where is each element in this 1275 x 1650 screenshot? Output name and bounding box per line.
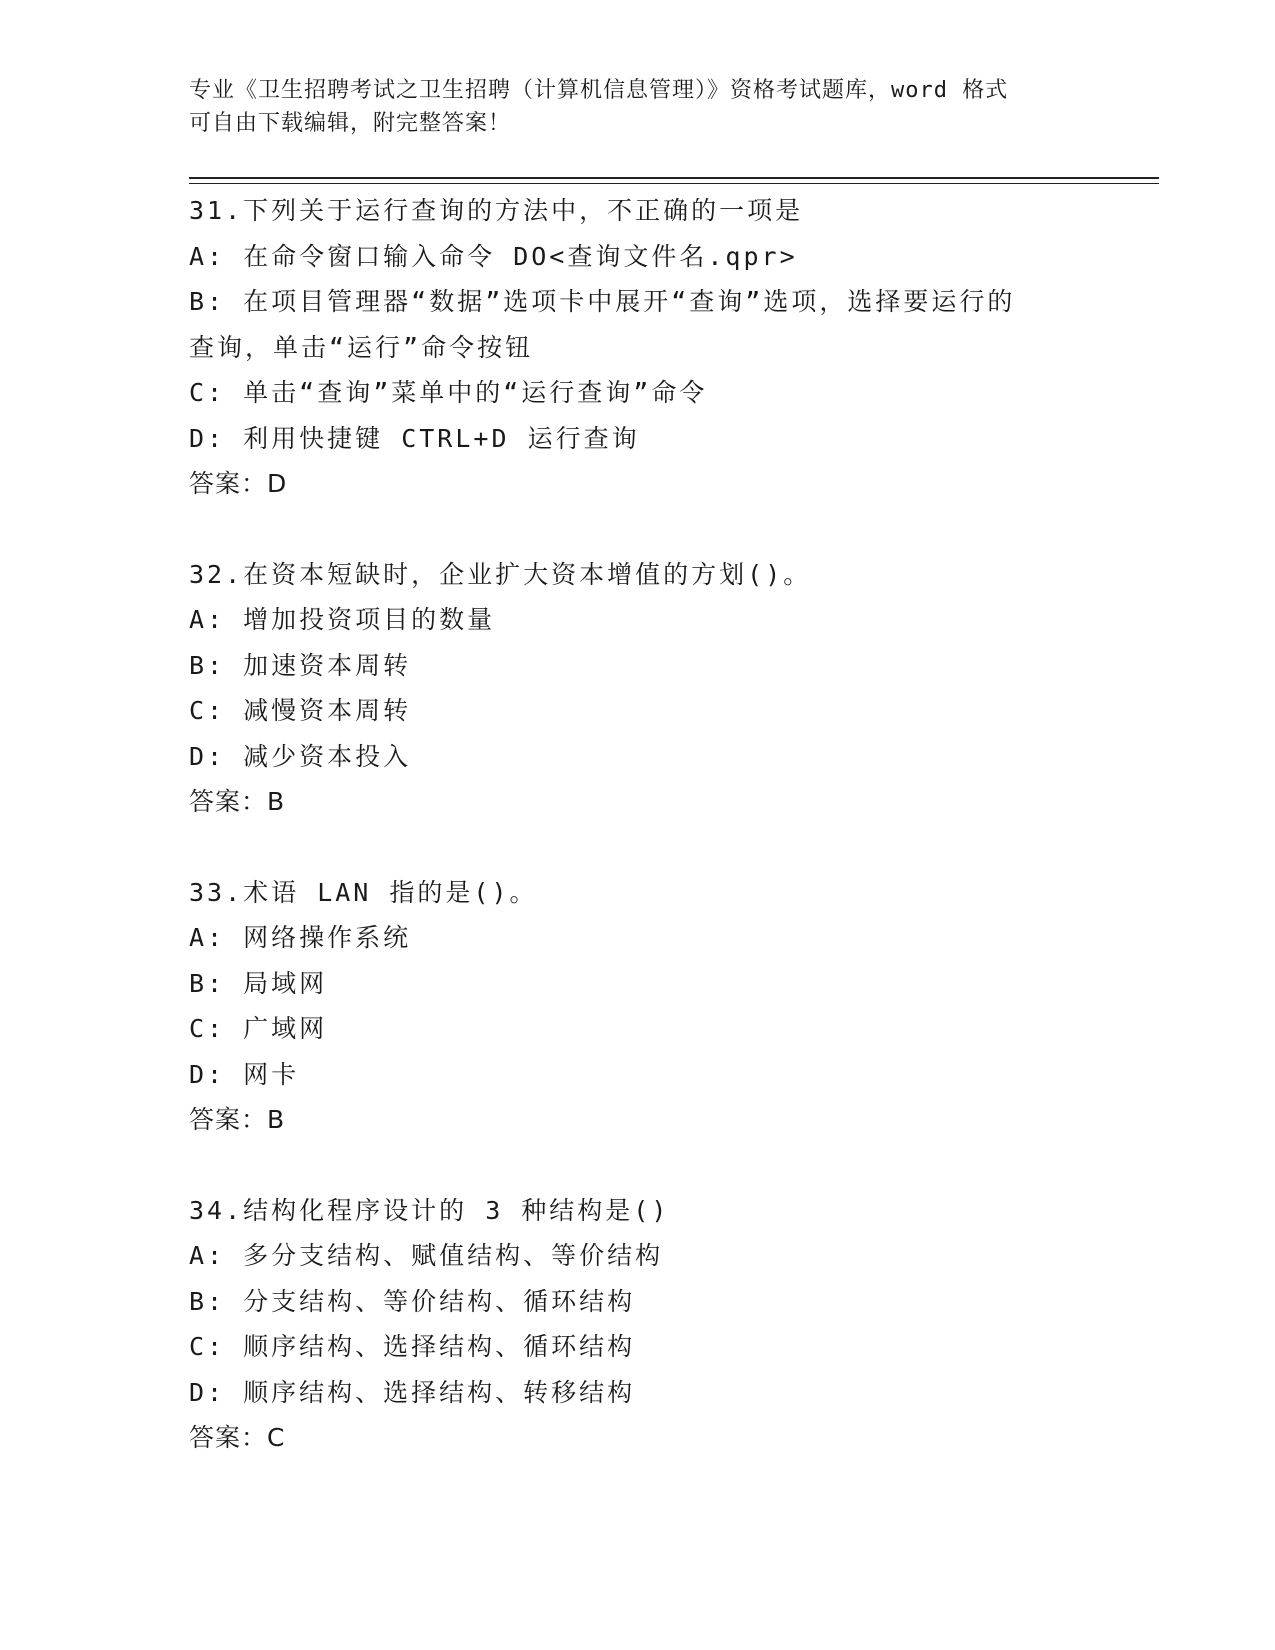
answer-key: 答案：D	[189, 469, 288, 498]
answer-option: 查询，单击“运行”命令按钮	[189, 332, 534, 362]
answer-option: D: 顺序结构、选择结构、转移结构	[189, 1377, 636, 1407]
answer-option: C: 顺序结构、选择结构、循环结构	[189, 1332, 636, 1361]
question-stem: 32.在资本短缺时，企业扩大资本增值的方划()。	[189, 559, 812, 589]
header-divider-thin	[189, 183, 1159, 184]
document-header	[189, 74, 1089, 140]
answer-option: A: 网络操作系统	[189, 923, 412, 952]
answer-option: C: 单击“查询”菜单中的“运行查询”命令	[189, 378, 708, 407]
header-line-2: 可自由下载编辑，附完整答案！	[189, 111, 512, 136]
answer-option: D: 网卡	[189, 1059, 300, 1089]
answer-option: B: 加速资本周转	[189, 650, 412, 680]
header-line-1: 专业《卫生招聘考试之卫生招聘（计算机信息管理）》资格考试题库，word 格式	[189, 78, 1009, 103]
answer-option: B: 在项目管理器“数据”选项卡中展开“查询”选项，选择要运行的	[189, 287, 1016, 316]
answer-option: D: 减少资本投入	[189, 741, 412, 771]
question-block	[189, 188, 1149, 507]
question-list	[189, 188, 1149, 1506]
answer-option: D: 利用快捷键 CTRL+D 运行查询	[189, 423, 640, 453]
question-stem: 34.结构化程序设计的 3 种结构是()	[189, 1195, 670, 1225]
answer-key: 答案：B	[189, 787, 286, 816]
question-block	[189, 870, 1149, 1143]
answer-key: 答案：B	[189, 1105, 286, 1134]
answer-option: B: 分支结构、等价结构、循环结构	[189, 1286, 636, 1316]
question-block	[189, 552, 1149, 825]
answer-option: A: 增加投资项目的数量	[189, 605, 496, 634]
question-stem: 33.术语 LAN 指的是()。	[189, 877, 538, 907]
header-divider-thick	[189, 177, 1159, 179]
answer-option: C: 广域网	[189, 1014, 328, 1043]
answer-key: 答案：C	[189, 1423, 286, 1452]
answer-option: A: 多分支结构、赋值结构、等价结构	[189, 1241, 664, 1270]
answer-option: C: 减慢资本周转	[189, 696, 412, 725]
answer-option: B: 局域网	[189, 968, 328, 998]
question-block	[189, 1188, 1149, 1461]
question-stem: 31.下列关于运行查询的方法中，不正确的一项是	[189, 196, 804, 225]
answer-option: A: 在命令窗口输入命令 DO<查询文件名.qpr>	[189, 241, 798, 271]
